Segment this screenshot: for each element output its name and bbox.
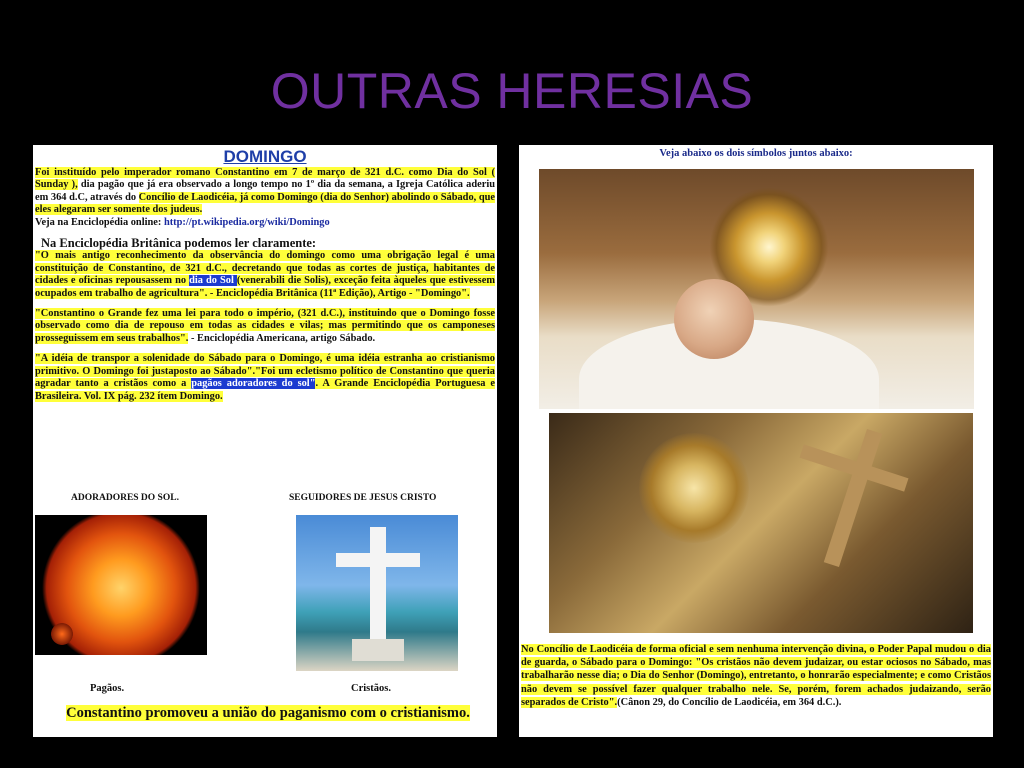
comparison-images xyxy=(33,493,497,693)
britannica-intro: Na Enciclopédia Britânica podemos ler claramente: xyxy=(41,236,317,251)
highlight-text: "O mais antigo reconhecimento da observância do domingo como uma obrigação legal é uma constituição de Constantino, de 321 d.C., decretando que todas as cortes de justiça, habitantes de cidades e oficinas repousassem no xyxy=(35,250,495,287)
laodicea-text xyxy=(521,643,991,709)
domingo-document-image xyxy=(33,145,497,737)
christians-caption: Cristãos. xyxy=(351,683,391,694)
highlight-blue-text: dia do Sol xyxy=(189,275,237,287)
symbols-heading: Veja abaixo os dois símbolos juntos abaixo: xyxy=(659,148,853,159)
paragraph-constantino xyxy=(35,167,495,229)
monstrance-photo xyxy=(539,169,974,409)
cross-vertical xyxy=(370,527,386,643)
highlight-text: Constantino promoveu a união do paganismo com o cristianismo. xyxy=(66,705,470,721)
symbols-document-image xyxy=(519,145,993,737)
cross-image xyxy=(296,515,458,671)
text-span: - Enciclopédia Americana, artigo Sábado. xyxy=(188,332,376,344)
highlight-text: "A idéia de transpor a solenidade do Sábado para o Domingo, é uma idéia estranha ao cristianismo primitivo. O Domingo foi justaposto ao Sábado"."Foi um ecletismo político de Constantino que queria agradar tanto a cristãos como a xyxy=(35,353,495,390)
sun-worshippers-caption: ADORADORES DO SOL. xyxy=(71,493,179,503)
highlight-text: . A Grande Enciclopédia Portuguesa e Brasileira. Vol. IX pág. 232 ítem Domingo. xyxy=(35,378,496,402)
figure-head xyxy=(674,279,754,359)
text-span: dia pagão que já era observado a longo tempo no 1º dia da semana, a Igreja Católica aderiu em 364 d.C, através do xyxy=(35,179,495,203)
domingo-text xyxy=(33,167,497,403)
sun-cross-sculpture-photo xyxy=(549,413,973,633)
cross-base xyxy=(352,639,404,661)
bronze-cross-vertical xyxy=(824,429,882,567)
jesus-followers-caption: SEGUIDORES DE JESUS CRISTO xyxy=(289,493,437,503)
wiki-label: Veja na Enciclopédia online: xyxy=(35,216,164,228)
sun-image xyxy=(35,515,207,655)
highlight-text: "Constantino o Grande fez uma lei para todo o império, (321 d.C.), instituindo que o Domingo fosse observado como dia de repouso em todas as cidades e vilas; mas permitindo que os camponeses prosseguissem em seus trabalhos". xyxy=(35,308,495,344)
highlight-text: (venerabili die Solis), exceção feita àqueles que estivessem ocupados em trabalho de agricultura". - Enciclopédia Britânica (11ª Edição), Artigo - "Domingo". xyxy=(35,275,495,299)
highlight-text: No Concílio de Laodicéia de forma oficial e sem nenhuma intervenção divina, o Poder Papal mudou o dia de guarda, o Sábado para o Domingo: "Os cristãos não devem judaizar, ou estar ociosos no Sábado, mas trabalharão nesse dia; o Dia do Senhor (Domingo), entretanto, o honrarão especialmente; e como Cristãos não devem se possível fazer qualquer trabalho nele. Se, porém, forem achados judaizando, serão separados de Cristo". xyxy=(521,644,991,708)
domingo-heading: DOMINGO xyxy=(223,147,307,166)
slide-title: OUTRAS HERESIAS xyxy=(270,63,754,119)
highlight-text: , já como Domingo (dia do Senhor) abolindo o Sábado, que eles alegaram ser somente dos judeus. xyxy=(35,191,496,216)
paragraph-portuguesa xyxy=(35,353,495,403)
highlight-text: Concílio de Laodicéia xyxy=(138,191,235,203)
highlight-blue-text: pagãos adoradores do sol" xyxy=(191,378,316,390)
paragraph-britannica xyxy=(35,250,495,300)
wiki-link[interactable]: http://pt.wikipedia.org/wiki/Domingo xyxy=(163,216,330,228)
union-statement xyxy=(53,705,483,721)
highlight-text: Foi instituído pelo imperador romano Constantino em 7 de março de 321 d.C. como Dia do Sol ( Sunday ), xyxy=(35,167,495,191)
text-span: (Cânon 29, do Concílio de Laodicéia, em 364 d.C.). xyxy=(617,696,842,708)
sun-face-sculpture xyxy=(639,433,749,543)
paragraph-americana xyxy=(35,308,495,345)
cross-horizontal xyxy=(336,553,420,567)
pagans-caption: Pagãos. xyxy=(90,683,125,694)
